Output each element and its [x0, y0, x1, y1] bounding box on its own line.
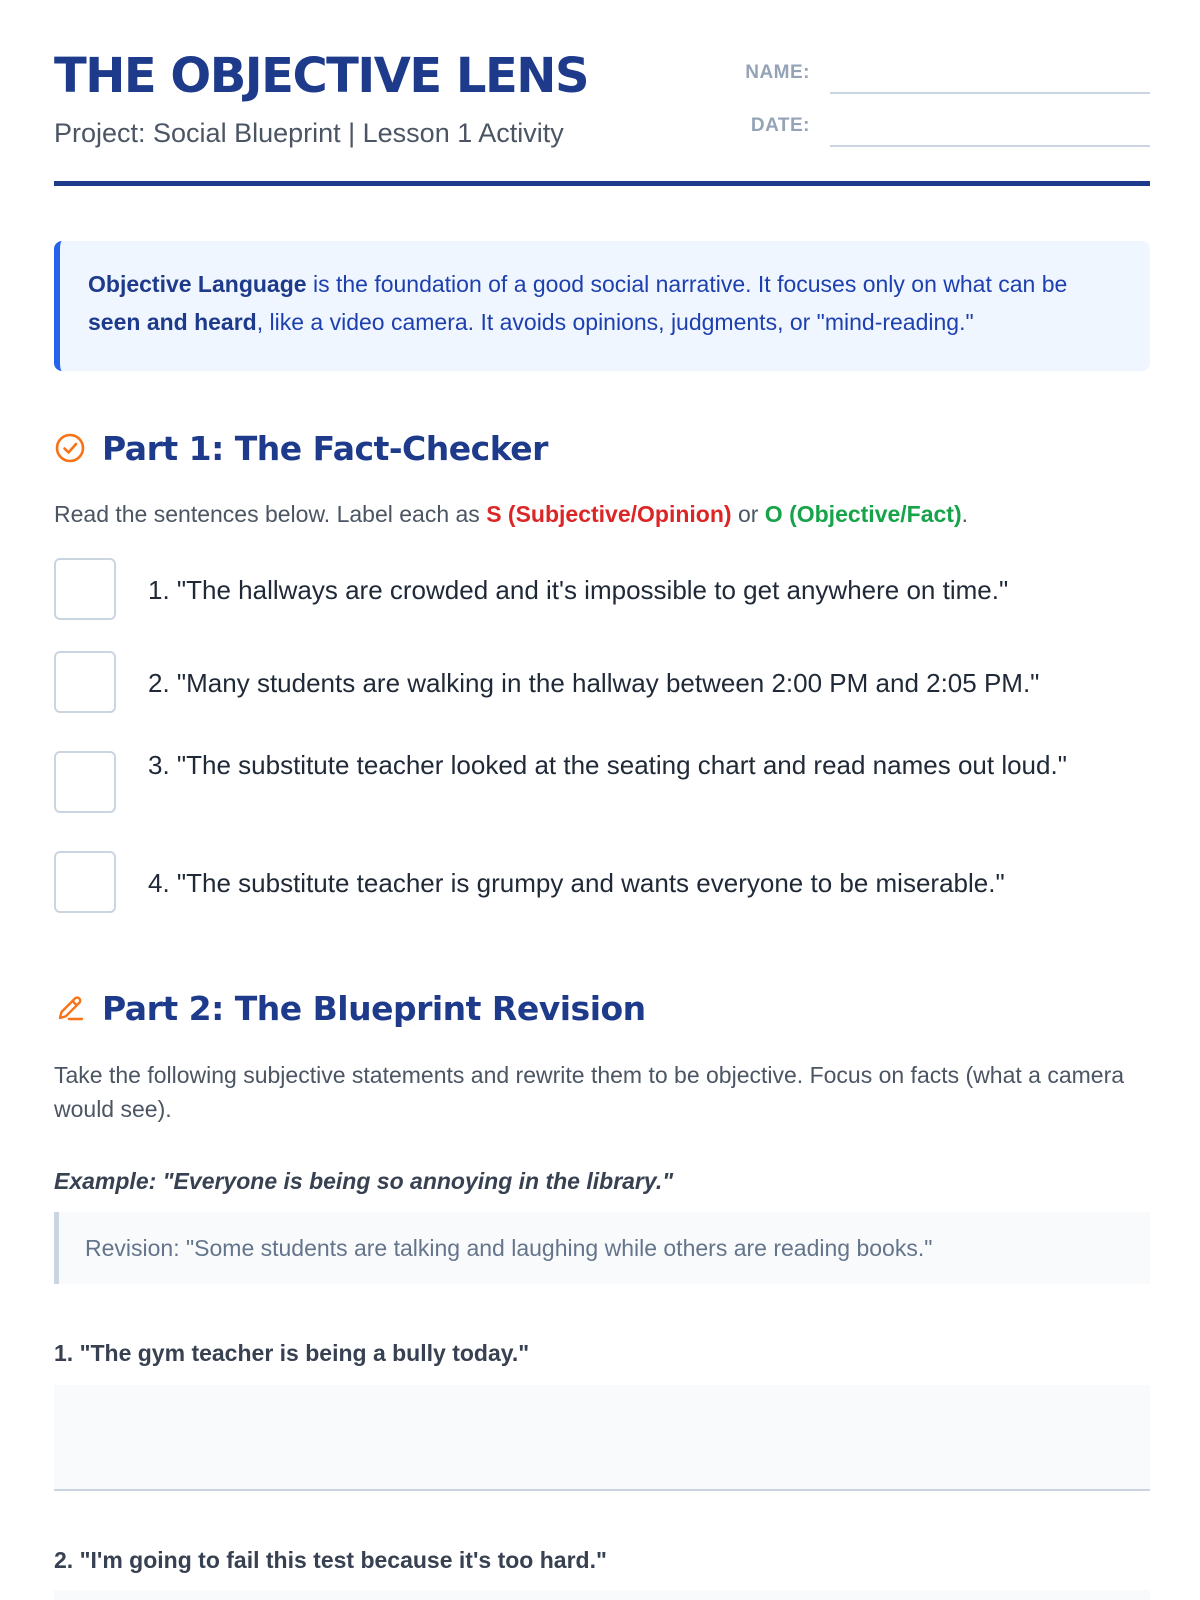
callout-emphasis: seen and heard: [88, 309, 257, 335]
subjective-tag: S (Subjective/Opinion): [486, 501, 732, 527]
callout-term: Objective Language: [88, 271, 307, 297]
sentence-text: 1. "The hallways are crowded and it's impossible to get anywhere on time.": [148, 575, 1009, 605]
list-item: [54, 851, 1150, 915]
question-label: 1. "The gym teacher is being a bully today.": [54, 1340, 530, 1366]
label-box[interactable]: [54, 558, 116, 620]
check-circle-icon: [54, 432, 86, 464]
sentence-text: 3. "The substitute teacher looked at the seating chart and read names out loud.": [148, 750, 1067, 780]
part1-title: Part 1: The Fact-Checker: [102, 428, 548, 468]
instruction-text: Read the sentences below. Label each as: [54, 501, 487, 527]
page-title: THE OBJECTIVE LENS: [54, 48, 589, 104]
answer-field[interactable]: [54, 1385, 1150, 1491]
list-item: [54, 751, 1150, 835]
pencil-icon: [54, 992, 86, 1024]
sentence-text: 2. "Many students are walking in the hallway between 2:00 PM and 2:05 PM.": [148, 668, 1040, 698]
name-field[interactable]: [830, 70, 1150, 94]
example-revision: [54, 1212, 1150, 1284]
label-box[interactable]: [54, 651, 116, 713]
part1-heading: [54, 428, 548, 468]
objective-tag: O (Objective/Fact): [764, 501, 962, 527]
instruction-text: .: [961, 501, 969, 527]
part2-instruction: Take the following subjective statements and rewrite them to be objective. Focus on facts (what a camera would see).: [54, 1062, 1125, 1122]
page-subtitle: Project: Social Blueprint | Lesson 1 Activity: [54, 118, 564, 148]
name-label: NAME:: [745, 62, 810, 83]
label-box[interactable]: [54, 751, 116, 813]
date-label: DATE:: [750, 115, 810, 136]
header-divider: [54, 181, 1150, 186]
part2-title: Part 2: The Blueprint Revision: [102, 988, 646, 1028]
revision-text: Revision: "Some students are talking and laughing while others are reading books.": [85, 1234, 933, 1261]
label-box[interactable]: [54, 851, 116, 913]
callout-text-2: , like a video camera. It avoids opinions, judgments, or "mind-reading.": [256, 309, 974, 335]
sentence-text: 4. "The substitute teacher is grumpy and wants everyone to be miserable.": [148, 868, 1005, 898]
instruction-text: or: [731, 501, 765, 527]
callout-text-1: is the foundation of a good social narrative. It focuses only on what can be: [306, 271, 1068, 297]
list-item: [54, 651, 1150, 715]
answer-field[interactable]: [54, 1590, 1150, 1600]
question-label: 2. "I'm going to fail this test because it's too hard.": [54, 1547, 607, 1573]
example-label: Example: "Everyone is being so annoying in the library.": [54, 1168, 674, 1194]
definition-callout: [54, 241, 1150, 371]
list-item: [54, 558, 1150, 622]
part2-heading: [54, 988, 646, 1028]
date-field[interactable]: [830, 123, 1150, 147]
part1-instruction: [54, 497, 1150, 531]
